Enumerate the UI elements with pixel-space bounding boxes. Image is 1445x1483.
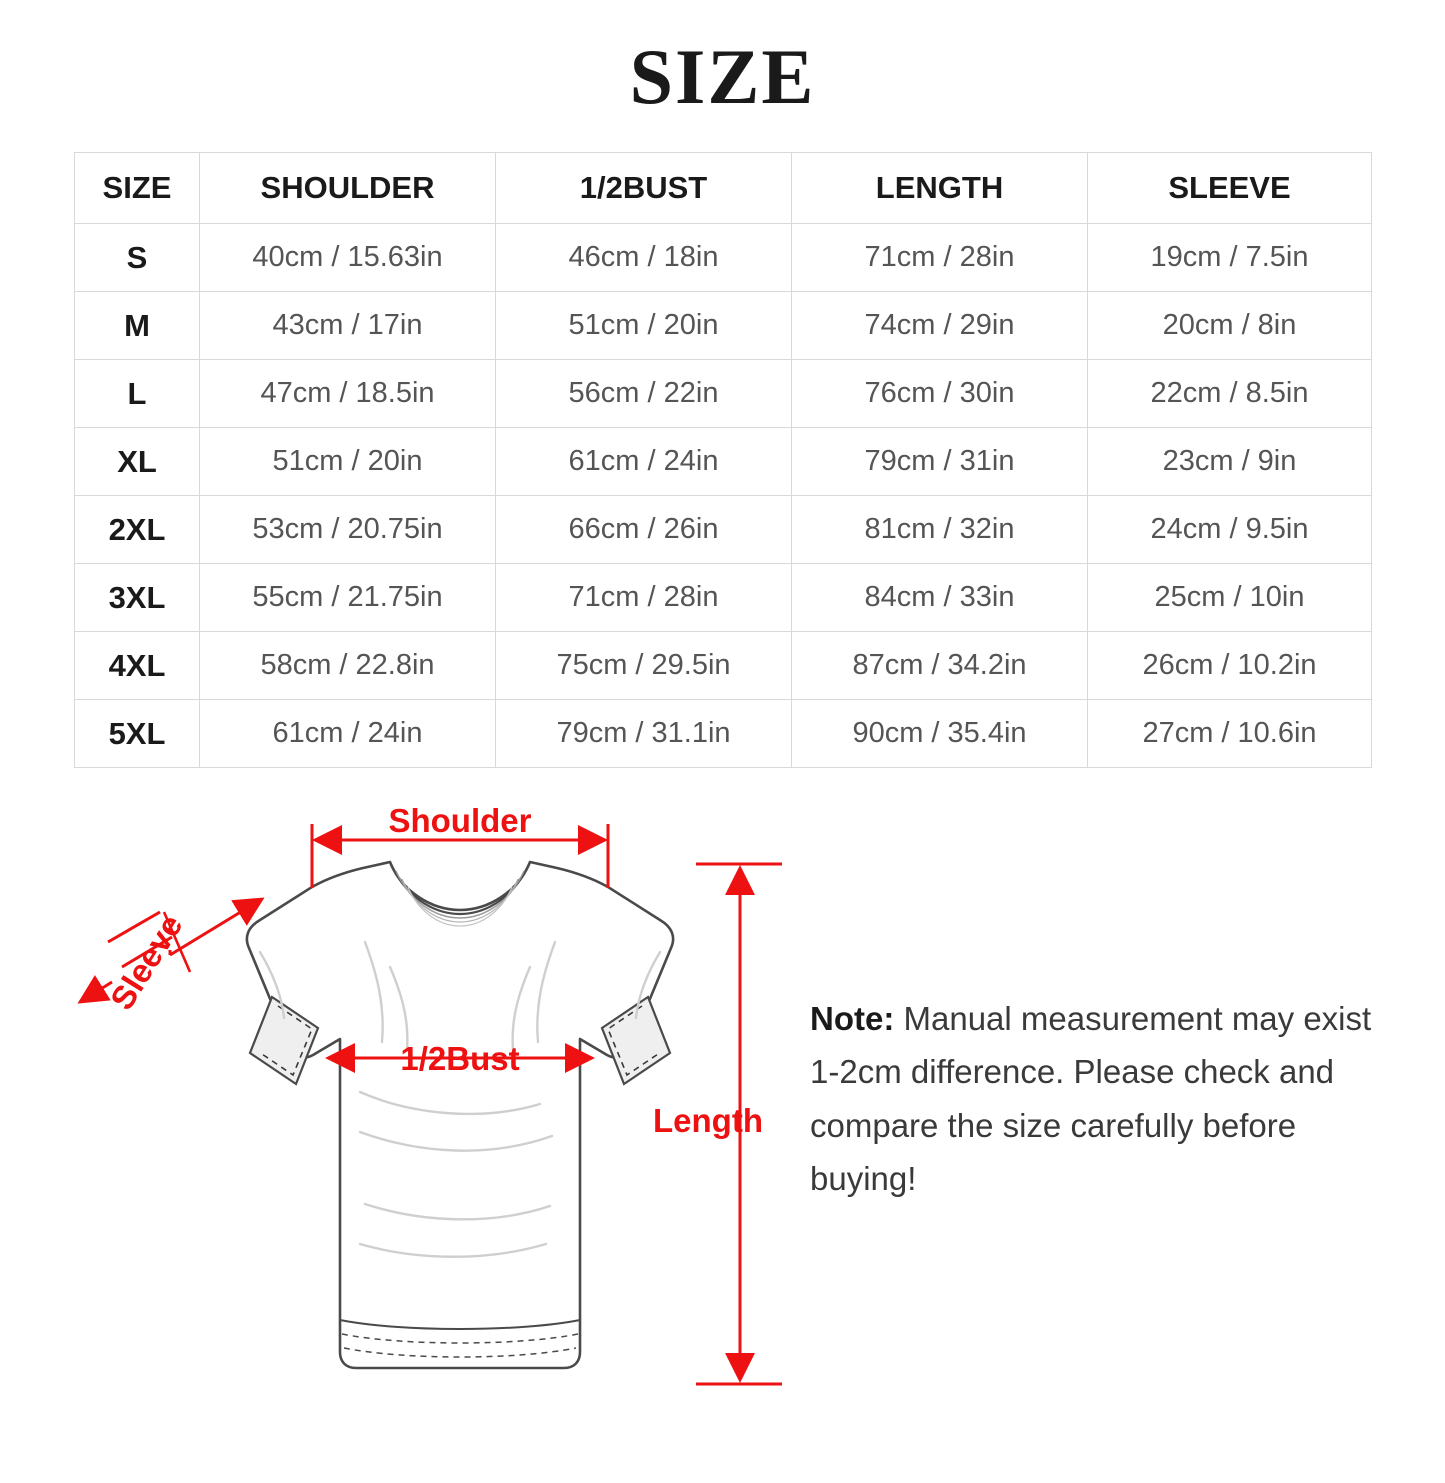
cell-bust: 51cm / 20in [496, 292, 792, 360]
cell-shoulder: 61cm / 24in [200, 700, 496, 768]
cell-sleeve: 20cm / 8in [1088, 292, 1372, 360]
cell-size: 3XL [75, 564, 200, 632]
size-table-container [74, 152, 1371, 768]
bust-label: 1/2Bust [400, 1040, 520, 1077]
cell-shoulder: 53cm / 20.75in [200, 496, 496, 564]
cell-size: XL [75, 428, 200, 496]
cell-sleeve: 26cm / 10.2in [1088, 632, 1372, 700]
table-row [75, 292, 1372, 360]
table-row [75, 632, 1372, 700]
measurement-note [810, 992, 1380, 1206]
note-prefix: Note: [810, 1000, 895, 1037]
size-chart-table [74, 152, 1372, 768]
tshirt-outline [247, 862, 673, 1368]
page-title: SIZE [629, 33, 816, 120]
cell-shoulder: 43cm / 17in [200, 292, 496, 360]
length-label: Length [653, 1102, 763, 1139]
table-row [75, 496, 1372, 564]
sleeve-label: Sleeve [102, 907, 190, 1017]
cell-bust: 79cm / 31.1in [496, 700, 792, 768]
column-header-bust: 1/2BUST [496, 153, 792, 224]
table-row [75, 360, 1372, 428]
shoulder-label: Shoulder [388, 802, 532, 839]
table-row [75, 700, 1372, 768]
cell-size: M [75, 292, 200, 360]
column-header-length: LENGTH [792, 153, 1088, 224]
cell-shoulder: 58cm / 22.8in [200, 632, 496, 700]
cell-shoulder: 40cm / 15.63in [200, 224, 496, 292]
cell-size: 5XL [75, 700, 200, 768]
cell-length: 87cm / 34.2in [792, 632, 1088, 700]
table-row [75, 428, 1372, 496]
table-row [75, 564, 1372, 632]
table-row [75, 224, 1372, 292]
measurement-guide-section [0, 792, 1445, 1452]
cell-sleeve: 22cm / 8.5in [1088, 360, 1372, 428]
cell-shoulder: 51cm / 20in [200, 428, 496, 496]
cell-bust: 61cm / 24in [496, 428, 792, 496]
cell-length: 84cm / 33in [792, 564, 1088, 632]
cell-size: 2XL [75, 496, 200, 564]
cell-length: 76cm / 30in [792, 360, 1088, 428]
tshirt-diagram [60, 792, 850, 1442]
cell-length: 74cm / 29in [792, 292, 1088, 360]
note-text: Manual measurement may exist 1-2cm difference. Please check and compare the size carefully before buying! [810, 1000, 1372, 1198]
cell-shoulder: 55cm / 21.75in [200, 564, 496, 632]
cell-bust: 66cm / 26in [496, 496, 792, 564]
cell-sleeve: 27cm / 10.6in [1088, 700, 1372, 768]
cell-bust: 56cm / 22in [496, 360, 792, 428]
cell-size: L [75, 360, 200, 428]
table-header-row [75, 153, 1372, 224]
column-header-shoulder: SHOULDER [200, 153, 496, 224]
cell-length: 79cm / 31in [792, 428, 1088, 496]
cell-sleeve: 25cm / 10in [1088, 564, 1372, 632]
column-header-sleeve: SLEEVE [1088, 153, 1372, 224]
cell-shoulder: 47cm / 18.5in [200, 360, 496, 428]
cell-sleeve: 24cm / 9.5in [1088, 496, 1372, 564]
cell-size: S [75, 224, 200, 292]
cell-bust: 71cm / 28in [496, 564, 792, 632]
cell-length: 71cm / 28in [792, 224, 1088, 292]
cell-bust: 75cm / 29.5in [496, 632, 792, 700]
column-header-size: SIZE [75, 153, 200, 224]
cell-sleeve: 23cm / 9in [1088, 428, 1372, 496]
cell-length: 81cm / 32in [792, 496, 1088, 564]
cell-length: 90cm / 35.4in [792, 700, 1088, 768]
cell-bust: 46cm / 18in [496, 224, 792, 292]
cell-sleeve: 19cm / 7.5in [1088, 224, 1372, 292]
cell-size: 4XL [75, 632, 200, 700]
